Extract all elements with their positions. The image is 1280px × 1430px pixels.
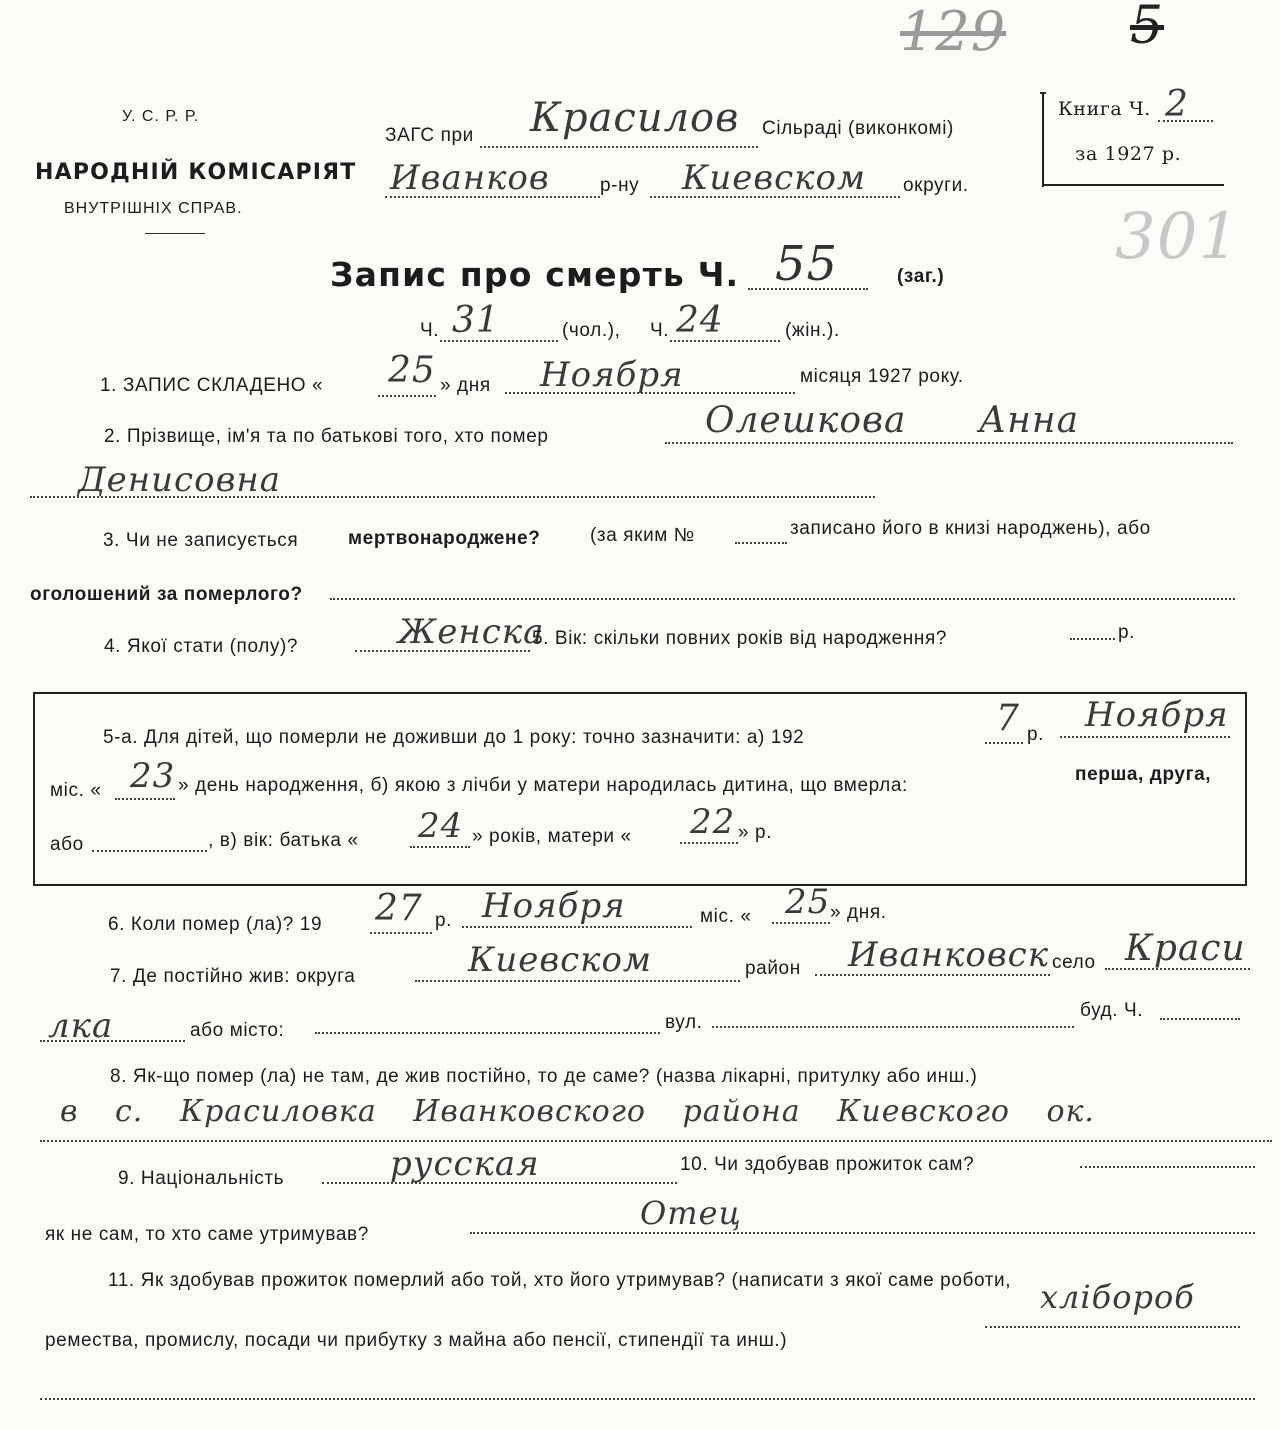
item11-line1: 11. Як здобував прожиток померлий або той, хто його утримував? (написати з якої саме роботи, — [108, 1270, 1012, 1291]
item9-nationality-line — [322, 1182, 677, 1184]
item7-selo-line — [1105, 968, 1250, 970]
item2-label: 2. Прізвище, ім'я та по батькові того, хто помер — [104, 426, 549, 447]
book-number: 2 — [1165, 84, 1189, 125]
item5a-r: р. — [1027, 724, 1045, 745]
item5a-line1: 5-а. Для дітей, що померли не доживши до 1 року: точно зазначити: а) 192 — [103, 727, 805, 748]
item5a-father-label: , в) вік: батька « — [208, 830, 359, 851]
zags-okrug-suffix: округи. — [903, 175, 969, 196]
record-number-line — [748, 288, 868, 290]
item7-label: 7. Де постійно жив: округа — [110, 966, 356, 987]
zags-suffix: Сільраді (виконкомі) — [762, 118, 954, 139]
item7-bud-line — [1160, 1018, 1240, 1020]
male-label: (чол.), — [562, 320, 621, 341]
item5a-day-line — [115, 798, 175, 800]
item9-nationality: русская — [390, 1144, 540, 1184]
item1-day-line — [378, 395, 436, 397]
item7-okrug: Киевском — [468, 940, 653, 980]
item5a-or-line — [92, 850, 207, 852]
item4-label: 4. Якої стати (полу)? — [104, 636, 299, 657]
item2-name-line — [665, 442, 1233, 444]
item8-place-line — [40, 1140, 1272, 1142]
item6-month: Ноября — [482, 886, 626, 926]
zags-district-suffix: р-ну — [600, 175, 640, 196]
item7-selo: Краси — [1125, 928, 1246, 969]
pencil-number-mark: 301 — [1115, 200, 1241, 274]
item6-mis: міс. « — [700, 906, 752, 927]
number-mark-right: 5 — [1130, 0, 1165, 56]
item1-suffix: місяця 1927 року. — [800, 366, 964, 387]
item3-text2: (за яким № — [590, 525, 695, 546]
item5a-line2: » день народження, б) якою з лічби у матери народилась дитина, що вмерла: — [178, 775, 908, 796]
book-box-bottom — [1042, 184, 1224, 186]
item5a-father-age: 24 — [418, 806, 464, 846]
item7-misto-line — [315, 1032, 660, 1034]
item7-rayon-line — [815, 974, 1050, 976]
record-number: 55 — [775, 236, 839, 292]
item5a-first-second: перша, друга, — [1075, 764, 1212, 785]
item5-age-line — [1070, 638, 1115, 640]
item6-year: 27 — [375, 888, 423, 929]
record-zag-label: (заг.) — [897, 266, 945, 287]
item6-month-line — [462, 926, 692, 928]
item2-patronymic: Денисовна — [78, 460, 282, 500]
item7-bud-label: буд. Ч. — [1080, 1000, 1144, 1021]
item1-month: Ноября — [540, 355, 684, 395]
item5-label: 5. Вік: скільки повних років від народження? — [532, 628, 948, 649]
zags-okrug: Киевском — [682, 158, 867, 198]
header-republic: У. С. Р. Р. — [122, 108, 200, 125]
header-divider — [145, 233, 205, 234]
item8-place: в с. Красиловка Иванковского района Киевского ок. — [60, 1094, 1095, 1129]
item10-supporter-label: як не сам, то хто саме утримував? — [45, 1224, 369, 1245]
item5a-day: 23 — [130, 756, 176, 796]
item9-label: 9. Національність — [118, 1168, 285, 1189]
item1-mid: » дня — [440, 375, 491, 396]
item5a-mis-label: міс. « — [50, 780, 102, 801]
item5a-suffix: » р. — [738, 822, 773, 843]
male-ch-label: Ч. — [420, 320, 440, 341]
item6-label: 6. Коли помер (ла)? 19 — [108, 914, 323, 935]
item5a-month-line — [1060, 736, 1230, 738]
zags-village-line — [480, 146, 758, 148]
female-label: (жін.). — [785, 320, 840, 341]
item10-line — [1080, 1166, 1255, 1168]
book-year: за 1927 р. — [1075, 143, 1182, 165]
item6-year-line — [370, 932, 432, 934]
item7-vul-label: вул. — [665, 1012, 703, 1033]
zags-okrug-line — [650, 196, 900, 198]
crossed-number-mark: 129 — [900, 0, 1007, 63]
item5a-month: Ноября — [1085, 695, 1229, 735]
item6-suffix: » дня. — [830, 902, 887, 923]
female-ch-label: Ч. — [650, 320, 670, 341]
item7-misto-label: або місто: — [190, 1020, 285, 1041]
item3-text3: записано його в книзі народжень), або — [790, 518, 1151, 539]
item5a-mother-label: » років, матери « — [472, 826, 632, 847]
item5a-father-line — [410, 846, 470, 848]
item1-month-line — [505, 392, 795, 394]
item1-day: 25 — [388, 350, 436, 391]
item8-label: 8. Як-що помер (ла) не там, де жив постійно, то де саме? (назва лікарні, притулку або инш.) — [110, 1066, 978, 1087]
item7-selo-cont: лка — [48, 1006, 114, 1046]
item1-prefix: 1. ЗАПИС СКЛАДЕНО « — [100, 375, 324, 396]
zags-village: Красилов — [530, 95, 740, 141]
item4-sex: Женска — [398, 612, 545, 652]
item7-rayon: Иванковск — [848, 935, 1050, 975]
item7-selo-cont-line — [40, 1040, 185, 1042]
zags-district: Иванков — [390, 158, 550, 198]
header-commissariat: НАРОДНІЙ КОМІСАРІЯТ — [35, 160, 357, 185]
item5a-mother-line — [680, 842, 738, 844]
item3-declared-line — [330, 598, 1235, 600]
item3-number-line — [735, 542, 787, 544]
male-number-line — [440, 340, 558, 342]
female-number-line — [670, 340, 780, 342]
item10-label: 10. Чи здобував прожиток сам? — [680, 1154, 975, 1175]
zags-district-line — [385, 196, 600, 198]
item11-extra-line — [40, 1398, 1255, 1400]
female-number: 24 — [676, 300, 724, 341]
item5a-mother-age: 22 — [690, 802, 736, 842]
item6-day-line — [772, 922, 830, 924]
book-label: Книга Ч. — [1058, 98, 1151, 120]
item2-patronymic-line — [30, 496, 875, 498]
item7-selo-label: село — [1052, 952, 1096, 973]
item10-supporter-line — [470, 1232, 1255, 1234]
item5a-year-line — [985, 742, 1023, 744]
item7-okrug-line — [415, 980, 740, 982]
item5a-or-label: або — [50, 834, 84, 855]
item10-supporter: Отец — [640, 1194, 742, 1232]
header-department: ВНУТРІШНІХ СПРАВ. — [64, 200, 243, 217]
item4-sex-line — [355, 650, 530, 652]
male-number: 31 — [452, 300, 500, 341]
item6-r: р. — [435, 910, 453, 931]
item11-occupation: хлібороб — [1040, 1278, 1195, 1316]
item6-day: 25 — [785, 882, 831, 922]
item11-line2-dots — [985, 1326, 1240, 1328]
book-box-left — [1042, 92, 1044, 187]
book-number-line — [1158, 120, 1213, 122]
item2-name: Олешкова Анна — [705, 400, 1080, 441]
item7-vul-line — [712, 1026, 1074, 1028]
item3-declared-dead: оголошений за померлого? — [30, 584, 303, 605]
item7-rayon-label: район — [745, 958, 801, 979]
record-title: Запис про смерть Ч. — [330, 255, 740, 294]
item3-text1: 3. Чи не записується — [103, 530, 299, 551]
item3-stillborn: мертвонароджене? — [348, 528, 541, 549]
item5-suffix: р. — [1118, 622, 1136, 643]
zags-prefix: ЗАГС при — [385, 125, 474, 146]
item5a-year: 7 — [996, 698, 1020, 739]
item11-line2: ремества, промислу, посади чи прибутку з майна або пенсії, стипендії та инш.) — [45, 1330, 788, 1351]
